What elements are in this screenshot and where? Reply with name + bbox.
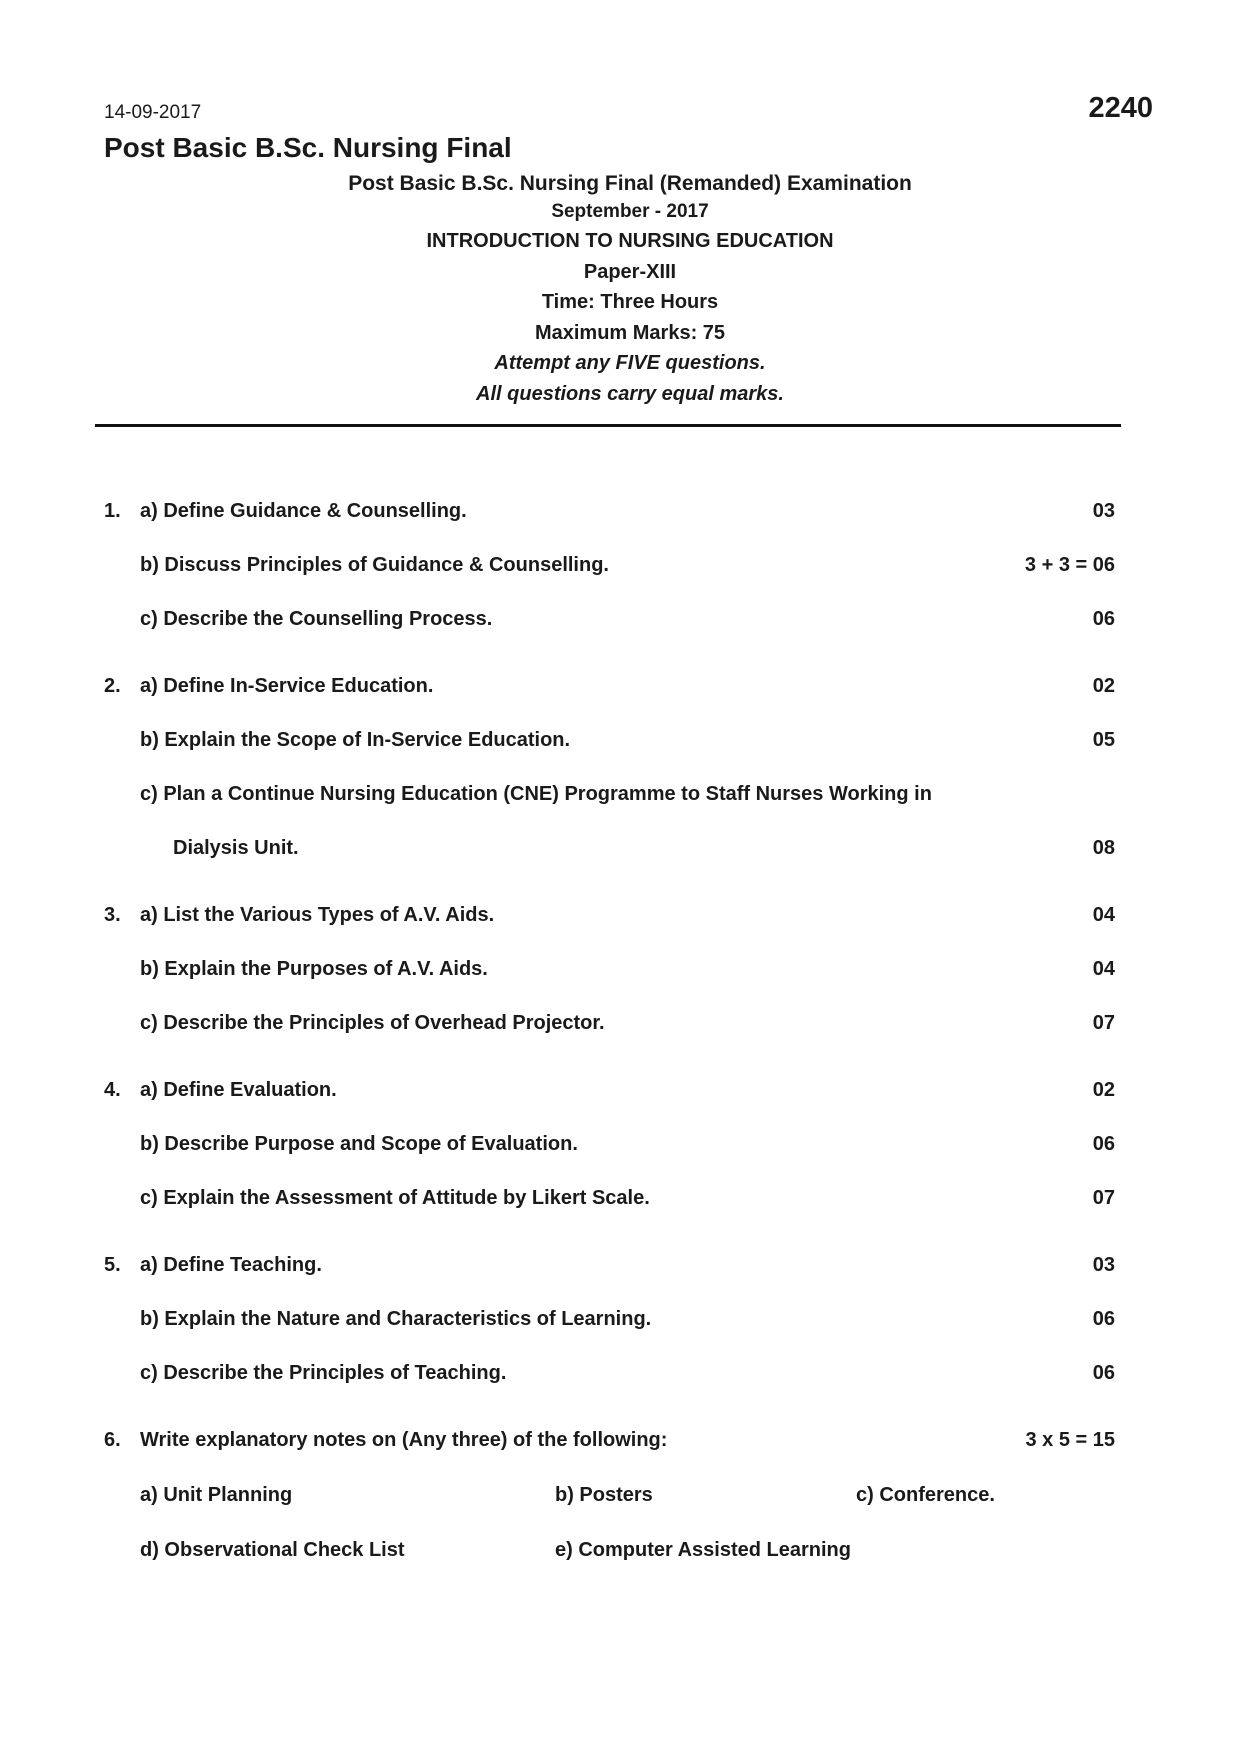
question-text: c) Describe the Principles of Overhead Projector. [140,1012,605,1034]
option-conference: c) Conference. [856,1484,995,1506]
question-text: a) Define Guidance & Counselling. [140,500,467,522]
question-marks: 06 [1092,1133,1115,1155]
question-marks: 02 [1092,675,1115,697]
question-number: 3. [104,904,121,926]
header-divider [95,424,1121,427]
question-5a [0,1254,1241,1284]
exam-date: 14-09-2017 [104,102,202,123]
subject-title: INTRODUCTION TO NURSING EDUCATION [426,230,834,252]
exam-name: Post Basic B.Sc. Nursing Final (Remanded) Examination [348,172,912,195]
instruction-equal-marks: All questions carry equal marks. [476,383,784,405]
question-marks: 03 [1092,500,1115,522]
question-marks: 06 [1092,1308,1115,1330]
question-marks: 04 [1092,958,1115,980]
question-text: c) Describe the Principles of Teaching. [140,1362,507,1384]
question-number: 6. [104,1429,121,1451]
question-1b [0,554,1241,584]
option-observational-check-list: d) Observational Check List [140,1539,405,1561]
question-marks: 06 [1092,608,1115,630]
question-marks: 04 [1092,904,1115,926]
question-marks: 3 x 5 = 15 [1025,1429,1115,1451]
question-1c [0,608,1241,638]
question-marks: 03 [1092,1254,1115,1276]
question-2c-continued [0,837,1241,867]
exam-session: September - 2017 [551,201,709,222]
question-4a [0,1079,1241,1109]
question-marks: 07 [1092,1012,1115,1034]
question-text: c) Plan a Continue Nursing Education (CNE) Programme to Staff Nurses Working in [140,783,932,805]
question-text: b) Describe Purpose and Scope of Evaluation. [140,1133,578,1155]
question-marks: 07 [1092,1187,1115,1209]
question-text: b) Discuss Principles of Guidance & Counselling. [140,554,609,576]
option-computer-assisted-learning: e) Computer Assisted Learning [555,1539,851,1561]
question-text: c) Explain the Assessment of Attitude by Likert Scale. [140,1187,650,1209]
question-marks: 02 [1092,1079,1115,1101]
exam-time: Time: Three Hours [541,291,719,313]
question-text: a) Define In-Service Education. [140,675,434,697]
question-number: 1. [104,500,121,522]
max-marks: Maximum Marks: 75 [534,322,726,344]
question-marks: 08 [1092,837,1115,859]
question-marks: 05 [1092,729,1115,751]
question-3c [0,1012,1241,1042]
question-text: b) Explain the Scope of In-Service Education. [140,729,571,751]
question-text-continued: Dialysis Unit. [173,837,299,859]
question-number: 5. [104,1254,121,1276]
question-text: a) Define Evaluation. [140,1079,337,1101]
paper-number: Paper-XIII [583,261,677,283]
question-number: 4. [104,1079,121,1101]
question-text: c) Describe the Counselling Process. [140,608,493,630]
question-6 [0,1429,1241,1459]
question-1a [0,500,1241,530]
question-3a [0,904,1241,934]
question-text: a) List the Various Types of A.V. Aids. [140,904,495,926]
question-text: a) Define Teaching. [140,1254,322,1276]
question-2c [0,783,1241,813]
question-5b [0,1308,1241,1338]
option-unit-planning: a) Unit Planning [140,1484,293,1506]
question-3b [0,958,1241,988]
question-text: Write explanatory notes on (Any three) of the following: [140,1429,668,1451]
option-posters: b) Posters [555,1484,653,1506]
question-marks: 3 + 3 = 06 [1024,554,1115,576]
instruction-attempt: Attempt any FIVE questions. [494,352,766,374]
question-text: b) Explain the Nature and Characteristics of Learning. [140,1308,652,1330]
question-4c [0,1187,1241,1217]
question-marks: 06 [1092,1362,1115,1384]
course-title: Post Basic B.Sc. Nursing Final [104,132,512,163]
question-2b [0,729,1241,759]
question-5c [0,1362,1241,1392]
question-4b [0,1133,1241,1163]
question-text: b) Explain the Purposes of A.V. Aids. [140,958,488,980]
question-2a [0,675,1241,705]
question-number: 2. [104,675,121,697]
paper-code: 2240 [1088,92,1153,124]
